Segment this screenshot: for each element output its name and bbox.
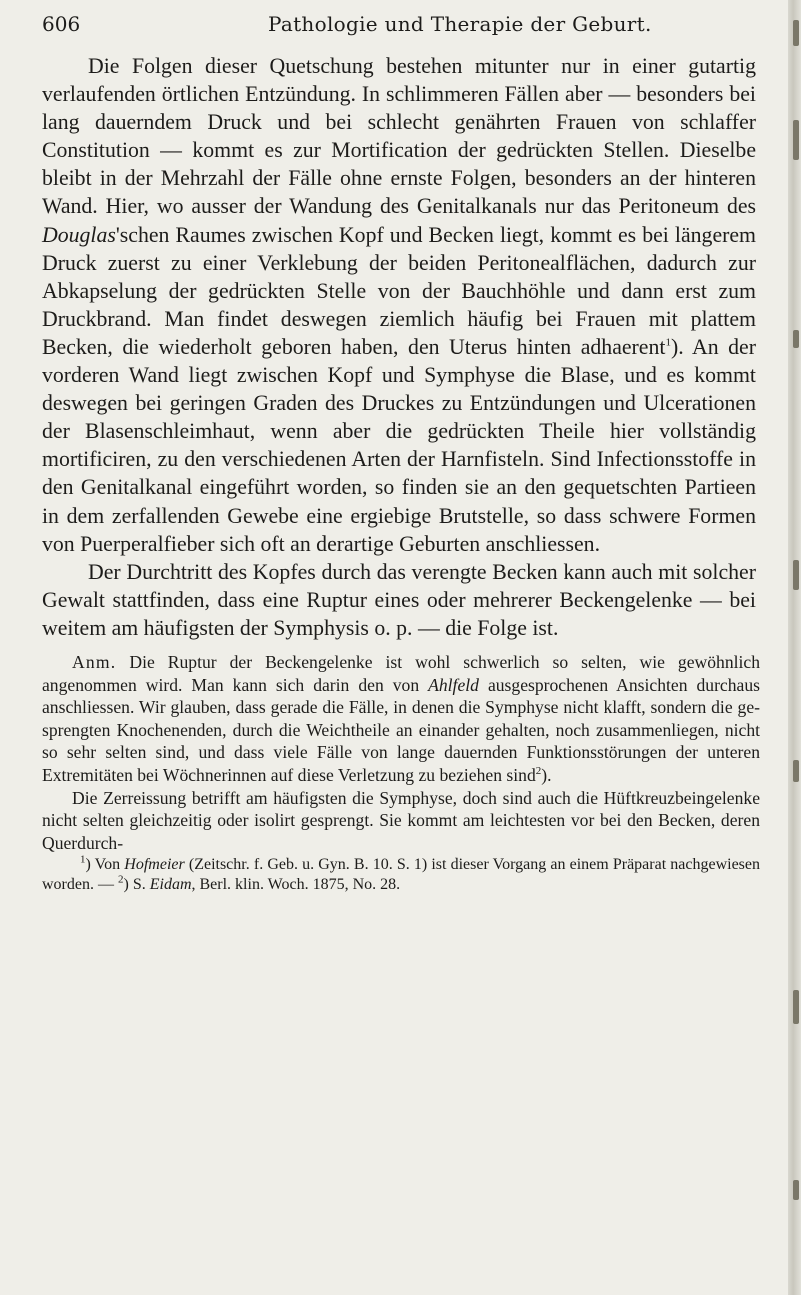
edge-mark [793,330,799,348]
annotation-paragraph-1 [42,651,760,787]
footnote-part-4: , Berl. klin. Woch. 1875, No. 28. [191,876,401,893]
edge-mark [793,120,799,160]
edge-mark [793,1180,799,1200]
annotation-part-1: Die Ruptur der Beckengelenke ist wohl schwerlich so selten, wie gewöhnlich angenommen wird. Man kann sich darin den von [42,652,760,695]
paragraph-2: Der Durchtritt des Kopfes durch das verengte Becken kann auch mit solcher Gewalt stattfinden, dass eine Ruptur eines oder mehrerer Beckengelenke — bei weitem am häufigsten der Symphysis o. p. — die Folge ist. [42,559,756,640]
footnote-part-2: (Zeitschr. f. Geb. u. Gyn. B. 10. S. 1) ist dieser Vorgang an einem Präparat nachgewiesen worden. — [42,856,761,893]
main-text [42,52,756,642]
page-edge [788,0,801,1295]
page-header [42,8,742,40]
edge-mark [793,990,799,1024]
footnote-part-1: ) Von [85,856,125,873]
footnote-number-1: 1 [80,853,86,866]
page-number: 606 [42,12,81,36]
footnote-number-2: 2 [117,873,124,886]
footnote-text [42,855,760,895]
annotation-block [42,651,760,854]
annotation-paragraph-2: Die Zerreissung betrifft am häufigsten die Symphyse, doch sind auch die Hüftkreuzbeingelenke nicht selten gleichzeitig oder isolirt gesprengt. Sie kommt am leichtesten vor bei den Becken, deren Querdurch- [42,787,760,853]
paragraph-1 [42,52,756,558]
name-douglas: Douglas [42,222,116,247]
name-eidam: Eidam [149,876,192,893]
footnotes [42,855,760,895]
name-ahlfeld: Ahlfeld [428,674,479,695]
annotation-label: Anm. [72,652,117,672]
edge-mark [793,560,799,590]
annotation-part-2: ausgesprochenen Ansichten durchaus anschliessen. Wir glauben, dass gerade die Fälle, in denen die Symphyse nicht klafft, sondern die gesprengten Knochenenden, durch die Weichtheile an einander gehalten, noch zusammenliegen, nicht so sehr selten sind, und dass viele Fälle von lange dauernden Funktionsstörungen der unteren Extremitäten bei Wöchnerinnen auf diese Verletzung zu beziehen sind [42,674,760,785]
paragraph-1-part-3: ). An der vorderen Wand liegt zwischen Kopf und Symphyse die Blase, und es kommt deswegen bei geringen Graden des Druckes zu Entzündungen und Ulcerationen der Blasenschleimhaut, wenn aber die gedrückten Theile hier vollständig mortificiren, zu den verschiedenen Arten der Harnfisteln. Sind Infectionsstoffe in den Genitalkanal eingeführt worden, so finden sie an den gequetschten Partieen in dem zerfallenden Gewebe eine ergiebige Brutstelle, so dass schwere Formen von Puerperalfieber sich oft an derartige Geburten anschliessen. [42,334,756,556]
paragraph-1-part-1: Die Folgen dieser Quetschung bestehen mitunter nur in einer gutartig verlaufenden örtlichen Entzündung. In schlimmeren Fällen aber — besonders bei lang dauerndem Druck und bei schlecht genährten Frauen von schlaffer Constitution — kommt es zur Mortification der gedrückten Stellen. Dieselbe bleibt in der Mehrzahl der Fälle ohne ernste Folgen, besonders an der hinteren Wand. Hier, wo ausser der Wandung des Genitalkanals nur das Peritoneum des [42,54,756,219]
annotation-part-3: ). [541,764,552,785]
footnote-ref-2: 2 [535,765,542,778]
edge-mark [793,20,799,46]
name-hofmeier: Hofmeier [124,856,185,873]
footnote-part-3: ) S. [123,876,150,893]
paragraph-1-part-2: 'schen Raumes zwischen Kopf und Becken liegt, kommt es bei längerem Druck zuerst zu einer Verklebung der beiden Peritonealflächen, dadurch zur Abkapselung der gedrückten Stelle von der Bauchhöhle und dann erst zum Druckbrand. Man findet deswegen ziemlich häufig bei Frauen mit plattem Becken, die wiederholt geboren haben, den Uterus hinten adhaerent [42,222,756,359]
running-title: Pathologie und Therapie der Geburt. [268,12,652,36]
edge-mark [793,760,799,782]
footnote-ref-1: 1 [665,336,671,349]
